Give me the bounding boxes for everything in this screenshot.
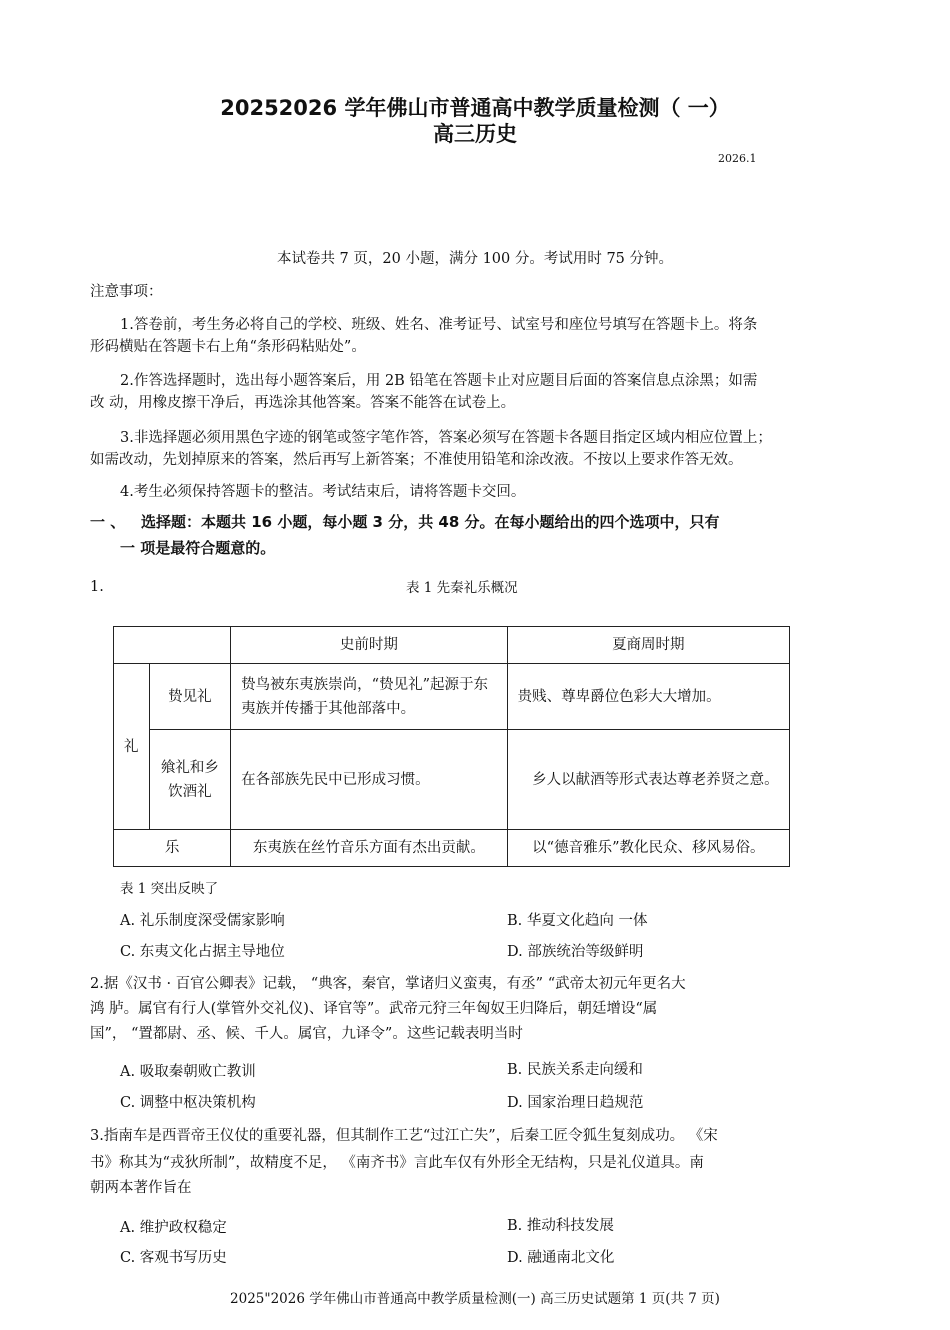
question-1-stem: 表 1 突出反映了 bbox=[120, 881, 219, 897]
q3-option-d[interactable]: D. 融通南北文化 bbox=[507, 1250, 615, 1266]
q3-line-2: 书》称其为“戎狄所制”，故精度不足， 《南齐书》言此车仅有外形全无结构，只是礼仪道具。南 bbox=[90, 1155, 704, 1171]
q1-option-b[interactable]: B. 华夏文化趋向 一体 bbox=[507, 913, 648, 929]
q2-line-2: 鸿 胪。属官有行人(掌管外交礼仪)、译官等”。武帝元狩三年匈奴王归降后，朝廷增设“属 bbox=[90, 1001, 658, 1017]
cell-prehistoric: 在各部族先民中已形成习惯。 bbox=[231, 730, 507, 830]
cell-xia-shang-zhou: 乡人以献酒等形式表达尊老养贤之意。 bbox=[507, 730, 789, 830]
table-caption: 表 1 先秦礼乐概况 bbox=[406, 580, 518, 596]
q1-option-d[interactable]: D. 部族统治等级鲜明 bbox=[507, 944, 644, 960]
note-4: 4.考生必须保持答题卡的整洁。考试结束后，请将答题卡交回。 bbox=[120, 484, 526, 500]
header-xia-shang-zhou: 夏商周时期 bbox=[507, 627, 789, 664]
q2-option-d[interactable]: D. 国家治理日趋规范 bbox=[507, 1095, 644, 1111]
cell-xia-shang-zhou: 以“德音雅乐”教化民众、移风易俗。 bbox=[507, 830, 789, 867]
table-row bbox=[114, 830, 790, 867]
q3-option-c[interactable]: C. 客观书写历史 bbox=[120, 1250, 227, 1266]
note-3-line-2: 如需改动，先划掉原来的答案，然后再写上新答案；不准使用铅笔和涂改液。不按以上要求作答无效。 bbox=[90, 452, 743, 468]
table-row bbox=[114, 730, 790, 830]
note-1-line-1: 1.答卷前，考生务必将自己的学校、班级、姓名、准考证号、试室号和座位号填写在答题卡上。将条 bbox=[120, 317, 758, 333]
page-footer: 2025"2026 学年佛山市普通高中教学质量检测(一) 高三历史试题第 1 页(共 7 页) bbox=[230, 1291, 720, 1307]
q2-line-1: 2.据《汉书 · 百官公卿表》记载， “典客，秦官，掌诸归义蛮夷，有丞” “武帝太初元年更名大 bbox=[90, 976, 686, 992]
section-heading-line-1: 选择题：本题共 16 小题，每小题 3 分，共 48 分。在每小题给出的四个选项中，只有 bbox=[141, 513, 720, 531]
q3-option-a[interactable]: A. 维护政权稳定 bbox=[120, 1220, 227, 1236]
q3-line-3: 朝两本著作旨在 bbox=[90, 1180, 192, 1196]
q2-line-3: 国”， “置都尉、丞、候、千人。属官，九译令”。这些记载表明当时 bbox=[90, 1026, 523, 1042]
cell-prehistoric: 东夷族在丝竹音乐方面有杰出贡献。 bbox=[231, 830, 507, 867]
q3-line-1: 3.指南车是西晋帝王仪仗的重要礼器，但其制作工艺“过江亡失”，后秦工匠令狐生复刻成功。 《宋 bbox=[90, 1128, 718, 1144]
notice-heading: 注意事项： bbox=[90, 284, 163, 300]
q2-option-a[interactable]: A. 吸取秦朝败亡教训 bbox=[120, 1064, 256, 1080]
exam-summary: 本试卷共 7 页，20 小题，满分 100 分。考试用时 75 分钟。 bbox=[276, 251, 674, 267]
q2-option-b[interactable]: B. 民族关系走向缓和 bbox=[507, 1062, 643, 1078]
q1-option-c[interactable]: C. 东夷文化占据主导地位 bbox=[120, 944, 285, 960]
note-1-line-2: 形码横贴在答题卡右上角“条形码粘贴处”。 bbox=[90, 339, 366, 355]
section-number: 一 、 bbox=[90, 513, 126, 531]
cell-xia-shang-zhou: 贵贱、尊卑爵位色彩大大增加。 bbox=[507, 664, 789, 730]
group-label-li: 礼 bbox=[114, 664, 150, 830]
note-2-line-2: 改 动，用橡皮擦干净后，再选涂其他答案。答案不能答在试卷上。 bbox=[90, 395, 516, 411]
table-row bbox=[114, 664, 790, 730]
table-corner-cell bbox=[114, 627, 231, 664]
page-title: 20252026 学年佛山市普通高中教学质量检测（ 一） bbox=[220, 96, 730, 120]
question-1-number: 1. bbox=[90, 579, 104, 595]
row-name-xiangli: 飨礼和乡饮酒礼 bbox=[149, 730, 231, 830]
q3-option-b[interactable]: B. 推动科技发展 bbox=[507, 1218, 614, 1234]
q2-option-c[interactable]: C. 调整中枢决策机构 bbox=[120, 1095, 256, 1111]
note-2-line-1: 2.作答选择题时，选出每小题答案后，用 2B 铅笔在答题卡止对应题目后面的答案信息点涂黑；如需 bbox=[120, 373, 758, 389]
q1-option-a[interactable]: A. 礼乐制度深受儒家影响 bbox=[120, 913, 285, 929]
section-heading-line-2: 一 项是最符合题意的。 bbox=[120, 539, 276, 557]
note-3-line-1: 3.非选择题必须用黑色字迹的钢笔或签字笔作答，答案必须写在答题卡各题目指定区域内相应位置上； bbox=[120, 430, 772, 446]
table-header-row bbox=[114, 627, 790, 664]
rites-music-table bbox=[113, 626, 790, 867]
row-name-yue: 乐 bbox=[114, 830, 231, 867]
row-name-zhijianli: 贽见礼 bbox=[149, 664, 231, 730]
subject-title: 高三历史 bbox=[433, 122, 517, 146]
exam-date: 2026.1 bbox=[718, 152, 757, 165]
cell-prehistoric: 贽鸟被东夷族崇尚，“贽见礼”起源于东夷族并传播于其他部落中。 bbox=[231, 664, 507, 730]
header-prehistoric: 史前时期 bbox=[231, 627, 507, 664]
